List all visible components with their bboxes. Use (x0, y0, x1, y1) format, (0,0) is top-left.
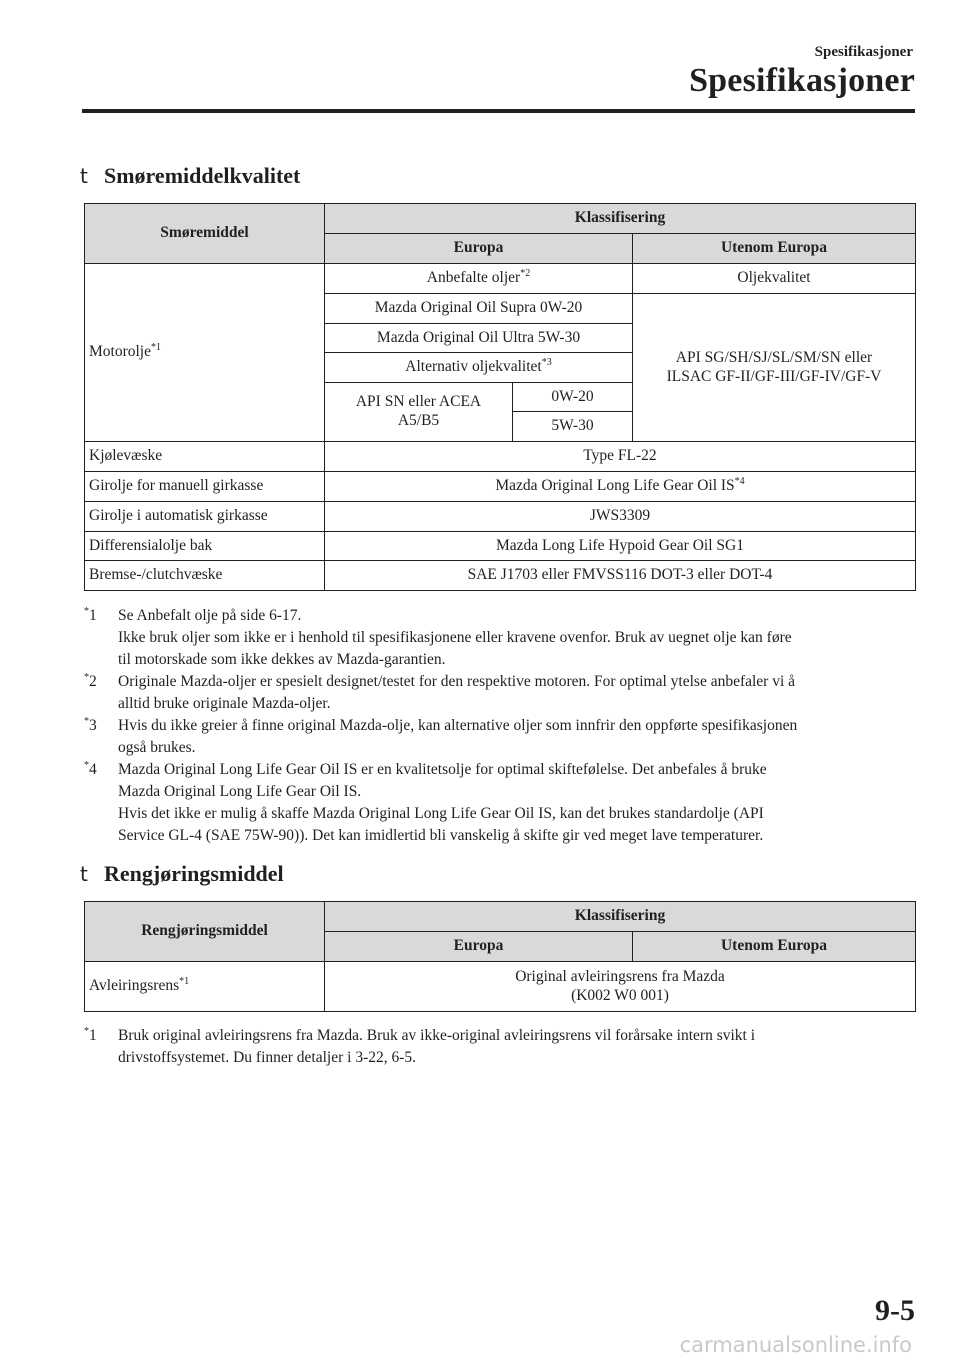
footnote-number: *3 (84, 715, 97, 734)
acea-cell (325, 383, 513, 442)
footnote-ref: *4 (734, 475, 745, 487)
col-header-europe: Europa (325, 932, 633, 962)
footnote (84, 715, 914, 759)
row-value: JWS3309 (325, 502, 916, 532)
row-value: Mazda Original Long Life Gear Oil IS (495, 477, 735, 495)
footnote-line: Originale Mazda-oljer er spesielt designet/testet for den respektive motoren. For optimal ytelse anbefaler vi å (118, 673, 796, 690)
running-header-small: Spesifikasjoner (814, 44, 913, 60)
alt-quality-label: Alternativ oljekvalitet (405, 358, 542, 376)
table-row (85, 502, 916, 532)
footnote-number: *1 (84, 1025, 97, 1044)
row-value: SAE J1703 eller FMVSS116 DOT-3 eller DOT-4 (325, 561, 916, 591)
footnote-line: Mazda Original Long Life Gear Oil IS er en kvalitetsolje for optimal skiftefølelse. Det anbefales å bruke (118, 761, 767, 778)
footnote-number: *4 (84, 759, 97, 778)
api-spec-line2: ILSAC GF-II/GF-III/GF-IV/GF-V (666, 367, 882, 385)
table-row (85, 962, 916, 1012)
table-row (85, 532, 916, 561)
row-value-line1: Original avleiringsrens fra Mazda (515, 967, 725, 985)
footnote-line: til motorskade som ikke dekkes av Mazda-garantien. (118, 651, 446, 668)
col-header-cleaner: Rengjøringsmiddel (85, 902, 325, 962)
footnote-line: også brukes. (118, 739, 196, 756)
recommended-oils-label: Anbefalte oljer (426, 269, 521, 287)
table-row (85, 561, 916, 591)
alt-quality-cell (325, 353, 633, 383)
footnote-line: drivstoffsystemet. Du finner detaljer i 3-22, 6-5. (118, 1049, 417, 1066)
col-header-classification: Klassifisering (325, 204, 916, 234)
viscosity-5w30: 5W-30 (513, 412, 633, 442)
lubricant-footnotes (84, 605, 914, 847)
table-row (85, 472, 916, 502)
col-header-outside-europe: Utenom Europa (633, 234, 916, 264)
footnote-ref: *2 (520, 267, 531, 279)
row-value: Mazda Long Life Hypoid Gear Oil SG1 (325, 532, 916, 561)
lubricant-table (84, 203, 916, 591)
footnote (84, 759, 914, 847)
col-header-classification: Klassifisering (325, 902, 916, 932)
footnote-number: *2 (84, 671, 97, 690)
row-label: Differensialolje bak (85, 532, 325, 561)
row-label: Girolje for manuell girkasse (85, 472, 325, 502)
row-label: Kjølevæske (85, 442, 325, 472)
col-header-lubricant: Smøremiddel (85, 204, 325, 264)
section-marker-icon: t (80, 164, 88, 188)
row-value-cell (325, 962, 916, 1012)
oil-quality-header: Oljekvalitet (633, 264, 916, 294)
api-spec-line1: API SG/SH/SJ/SL/SM/SN eller (675, 348, 873, 366)
oil-supra-cell: Mazda Original Oil Supra 0W-20 (325, 294, 633, 324)
col-header-outside-europe: Utenom Europa (633, 932, 916, 962)
row-value-line2: (K002 W0 001) (571, 986, 669, 1004)
footnote-line: Ikke bruk oljer som ikke er i henhold til spesifikasjonene eller kravene ovenfor. Bruk av uegnet olje kan føre (118, 629, 792, 646)
cleaner-table (84, 901, 916, 1012)
motor-oil-label: Motorolje (89, 343, 151, 361)
page-number: 9-5 (875, 1294, 915, 1327)
row-label-cell (85, 962, 325, 1012)
footnote-ref: *1 (179, 975, 190, 987)
motor-oil-cell (85, 264, 325, 442)
section-title-cleaner (80, 861, 284, 887)
footnote-number: *1 (84, 605, 97, 624)
acea-line2: A5/B5 (397, 412, 440, 429)
footnote-line: Service GL-4 (SAE 75W-90)). Det kan imidlertid bli vanskelig å skifte gir ved meget lave temperaturer. (118, 827, 764, 844)
running-header-title: Spesifikasjoner (689, 62, 915, 99)
acea-line1: API SN eller ACEA (355, 393, 482, 411)
footnote (84, 1025, 914, 1069)
footnote-line: Hvis du ikke greier å finne original Mazda-olje, kan alternative oljer som innfrir den oppførte spesifikasjonen (118, 717, 798, 734)
section-title-text: Smøremiddelkvalitet (104, 163, 301, 188)
footnote (84, 605, 914, 671)
row-label: Avleiringsrens (89, 977, 180, 995)
footnote-line: Mazda Original Long Life Gear Oil IS. (118, 783, 362, 800)
row-value: Type FL-22 (325, 442, 916, 472)
section-title-text: Rengjøringsmiddel (104, 861, 284, 886)
header-rule (82, 109, 915, 113)
table-row (85, 442, 916, 472)
section-title-lubricant (80, 163, 300, 189)
viscosity-0w20: 0W-20 (513, 383, 633, 412)
footnote-line: Se Anbefalt olje på side 6-17. (118, 607, 302, 624)
footnote-line: Bruk original avleiringsrens fra Mazda. Bruk av ikke-original avleiringsrens vil forårsake intern svikt i (118, 1027, 756, 1044)
cleaner-footnotes (84, 1025, 914, 1069)
footnote-line: Hvis det ikke er mulig å skaffe Mazda Original Long Life Gear Oil IS, kan det brukes standardolje (API (118, 805, 764, 822)
watermark-text: carmanualsonline.info (679, 1333, 912, 1357)
footnote-ref: *1 (151, 341, 161, 353)
row-label: Bremse-/clutchvæske (85, 561, 325, 591)
footnote-ref: *3 (541, 356, 552, 368)
api-spec-cell (633, 294, 916, 442)
footnote (84, 671, 914, 715)
oil-ultra-cell: Mazda Original Oil Ultra 5W-30 (325, 324, 633, 353)
footnote-line: alltid bruke originale Mazda-oljer. (118, 695, 331, 712)
section-marker-icon: t (80, 862, 88, 886)
row-label: Girolje i automatisk girkasse (85, 502, 325, 532)
row-value-cell (325, 472, 916, 502)
col-header-europe: Europa (325, 234, 633, 264)
recommended-oils-cell (325, 264, 633, 294)
